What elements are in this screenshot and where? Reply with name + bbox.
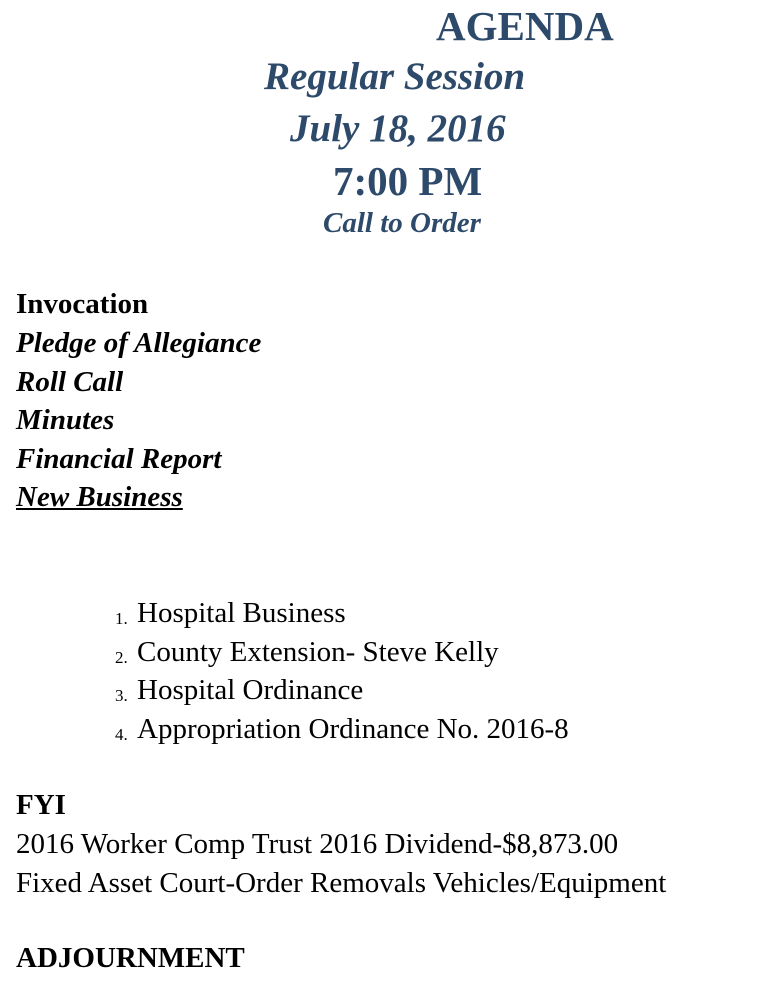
list-item-text: Hospital Business	[137, 597, 346, 629]
meeting-time: 7:00 PM	[333, 158, 483, 204]
list-number: 1.	[115, 609, 128, 628]
call-to-order: Call to Order	[323, 207, 481, 239]
agenda-item-roll-call: Roll Call	[16, 366, 124, 398]
agenda-item-invocation: Invocation	[16, 288, 149, 320]
fyi-heading: FYI	[16, 789, 66, 821]
list-number: 3.	[115, 686, 128, 705]
fyi-line: 2016 Worker Comp Trust 2016 Dividend-$8,873.00	[16, 828, 619, 860]
agenda-item-pledge: Pledge of Allegiance	[16, 327, 262, 359]
agenda-item-minutes: Minutes	[16, 404, 115, 436]
session-type: Regular Session	[264, 55, 526, 98]
fyi-line: Fixed Asset Court-Order Removals Vehicles/Equipment	[16, 867, 667, 899]
list-number: 2.	[115, 648, 128, 667]
list-item-text: Hospital Ordinance	[137, 674, 364, 706]
new-business-item	[115, 713, 569, 745]
list-number: 4.	[115, 725, 128, 744]
adjournment-heading: ADJOURNMENT	[16, 942, 245, 974]
list-item-text: County Extension- Steve Kelly	[137, 636, 499, 668]
agenda-title: AGENDA	[436, 3, 614, 49]
meeting-date: July 18, 2016	[290, 107, 506, 150]
new-business-item	[115, 597, 346, 629]
agenda-item-financial-report: Financial Report	[16, 443, 222, 475]
new-business-item	[115, 636, 499, 668]
list-item-text: Appropriation Ordinance No. 2016-8	[137, 713, 569, 745]
new-business-item	[115, 674, 364, 706]
agenda-item-new-business: New Business	[16, 481, 183, 513]
